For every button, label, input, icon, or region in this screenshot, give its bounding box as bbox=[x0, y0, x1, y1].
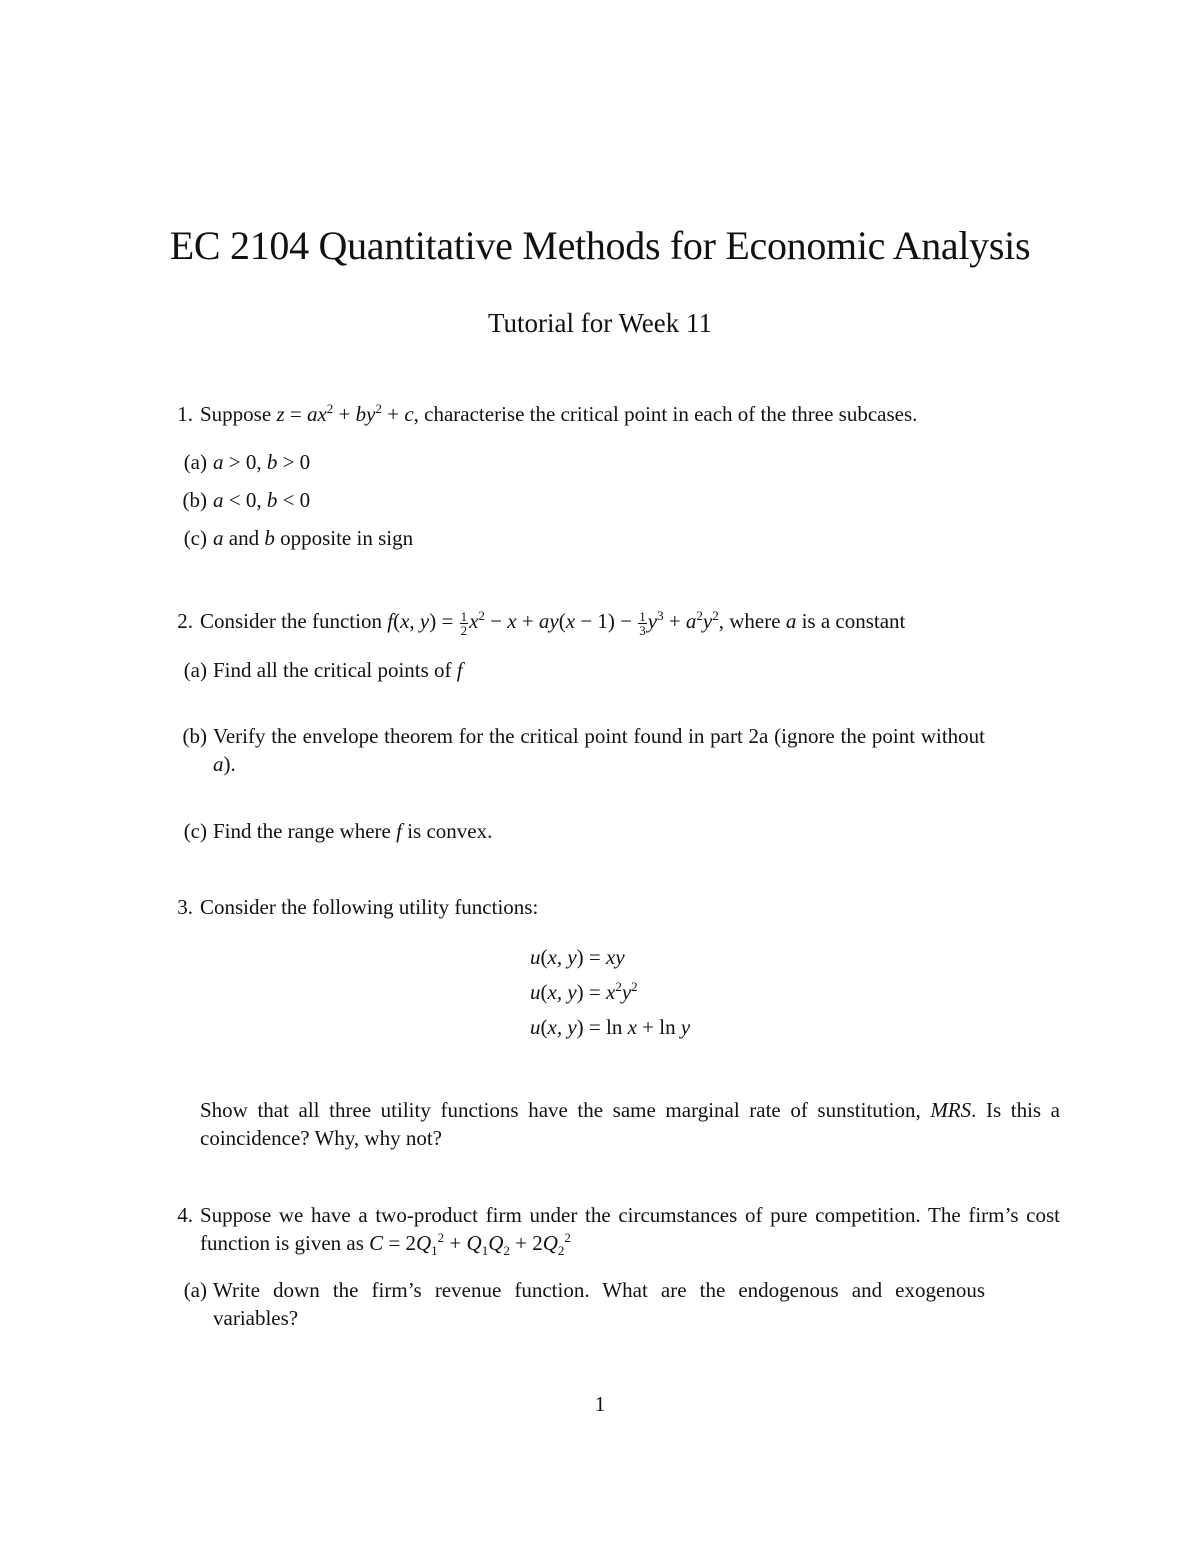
question-text: Suppose we have a two-product firm under the circumstances of pure competition. The firm’s cost function is given as $C = 2Q_1^2 + Q_1Q_2 + 2Q_2^2$ bbox=[200, 1203, 1060, 1259]
part-label: (c) bbox=[183, 819, 207, 843]
equation-utility-3: u(x, y) = ln x + ln y bbox=[530, 1015, 691, 1039]
question-number: 3. bbox=[177, 895, 193, 919]
question-text: Suppose $z = ax^2 + by^2 + c$, characterise the critical point in each of the three subcases. bbox=[200, 401, 918, 426]
part-label: (a) bbox=[183, 1278, 207, 1302]
part-text: a > 0, b > 0 bbox=[213, 450, 311, 474]
part-label: (c) bbox=[183, 526, 207, 550]
part-text: Verify the envelope theorem for the critical point found in part 2a (ignore the point without a). bbox=[213, 724, 985, 776]
part-text: Find all the critical points of f bbox=[213, 658, 463, 682]
question-text: Consider the following utility functions: bbox=[200, 895, 539, 919]
page-title: EC 2104 Quantitative Methods for Economic Analysis bbox=[169, 223, 1031, 268]
part-label: (b) bbox=[182, 724, 207, 748]
part-text: Find the range where f is convex. bbox=[213, 819, 493, 843]
part-text: a and b opposite in sign bbox=[213, 526, 414, 550]
question-text: Show that all three utility functions have the same marginal rate of sunstitution, MRS. Is this a coincidence? Why, why not? bbox=[200, 1098, 1061, 1150]
question-number: 4. bbox=[177, 1203, 193, 1227]
part-label: (a) bbox=[183, 658, 207, 682]
part-text: Write down the firm’s revenue function. What are the endogenous and exogenous variables? bbox=[213, 1278, 985, 1330]
part-label: (a) bbox=[183, 450, 207, 474]
page-number: 1 bbox=[594, 1392, 606, 1416]
question-number: 1. bbox=[177, 402, 193, 426]
equation-utility-1: u(x, y) = xy bbox=[530, 945, 625, 969]
equation-utility-2: u(x, $y) = x^2y^2$ bbox=[530, 979, 638, 1004]
page-subtitle: Tutorial for Week 11 bbox=[487, 308, 713, 338]
part-label: (b) bbox=[182, 488, 207, 512]
question-number: 2. bbox=[177, 609, 193, 633]
question-text: Consider the function f(x, y) = $\frac{1}{2}$ $x^2 - x + ay(x - 1)$ − $\frac{1}{3}$ $y^3 + a^2y^2$, where a is a constant bbox=[200, 608, 906, 638]
part-text: a < 0, b < 0 bbox=[213, 488, 311, 512]
